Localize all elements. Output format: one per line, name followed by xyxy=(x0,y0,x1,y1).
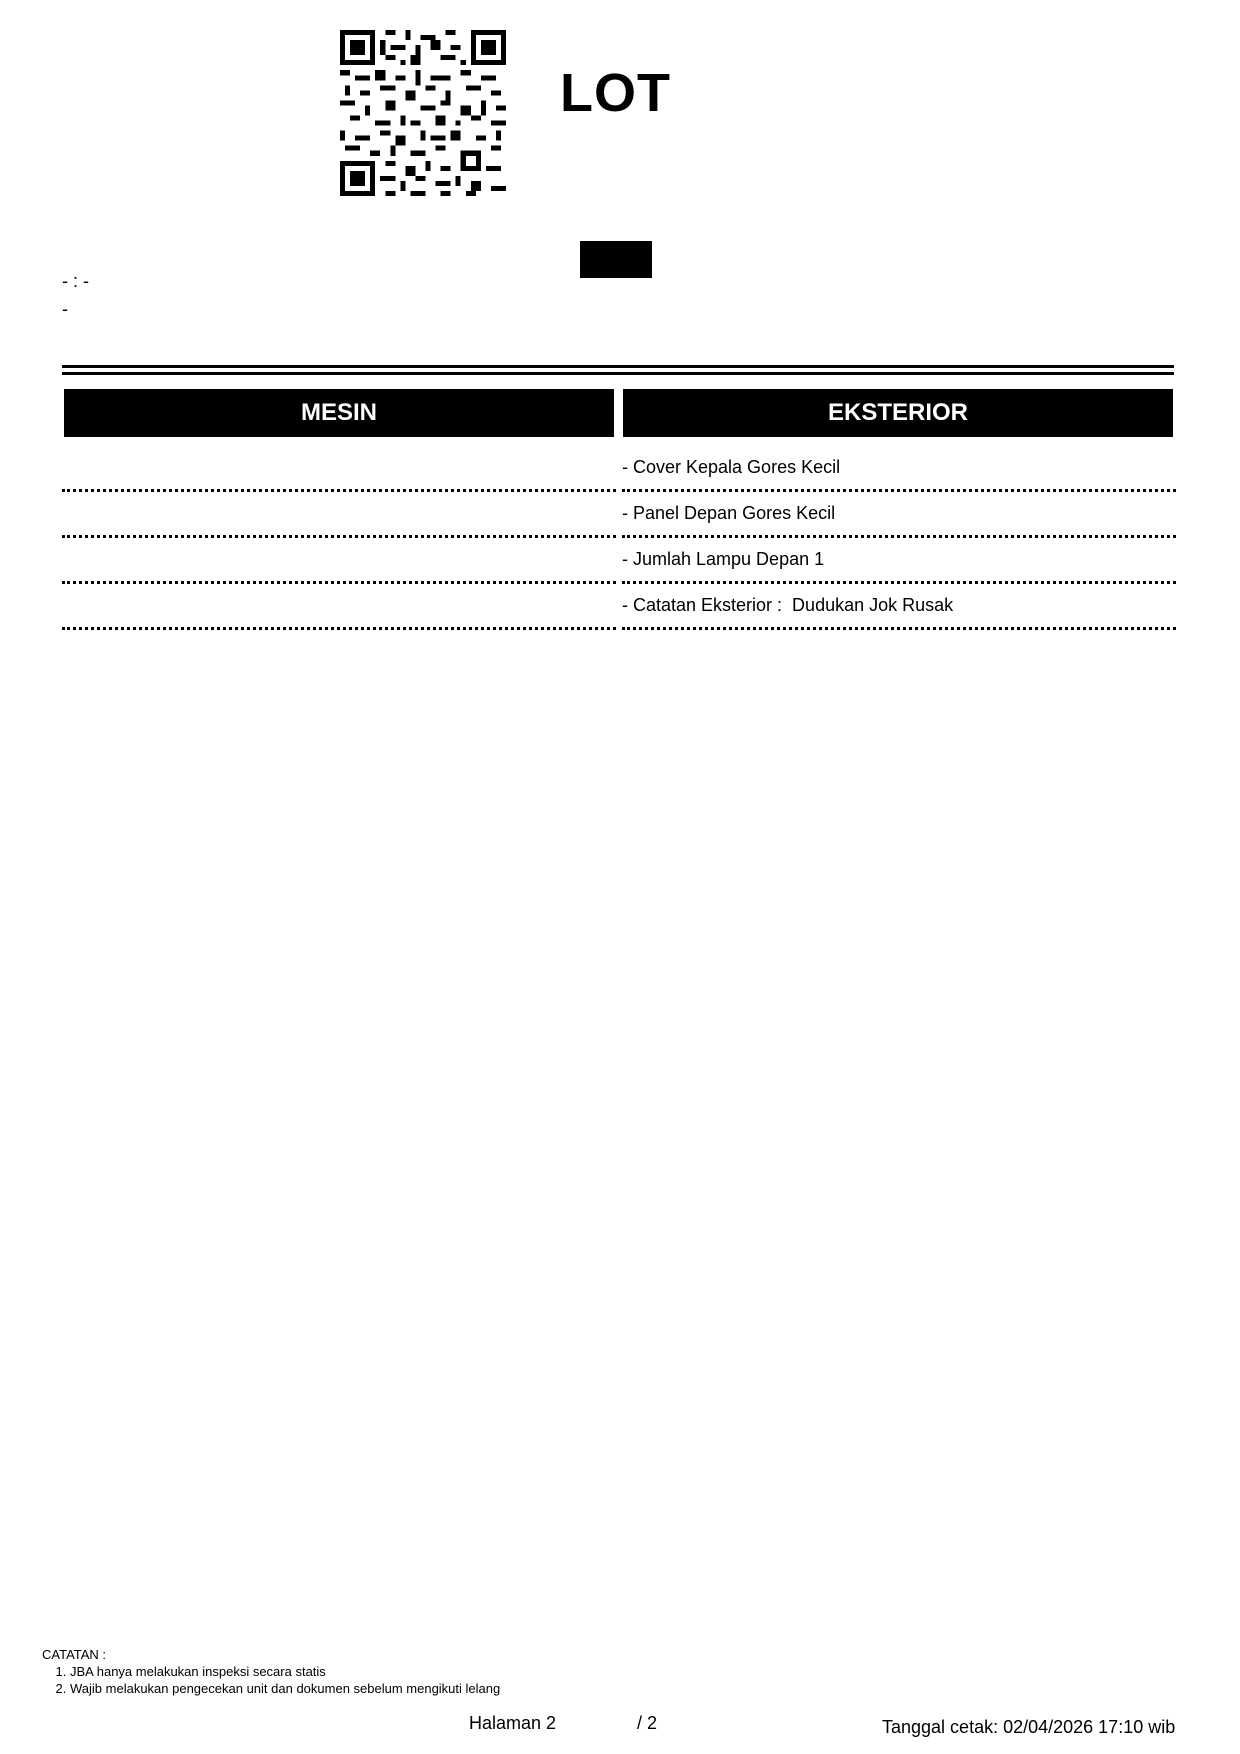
eksterior-text: - Catatan Eksterior : Dudukan Jok Rusak xyxy=(622,595,954,615)
header-divider-top xyxy=(62,365,1174,368)
notes-section xyxy=(42,1646,500,1697)
table-row xyxy=(62,446,1176,492)
print-date: Tanggal cetak: 02/04/2026 17:10 wib xyxy=(882,1717,1176,1737)
eksterior-cell xyxy=(622,538,1176,584)
eksterior-text: - Jumlah Lampu Depan 1 xyxy=(622,549,825,569)
inspection-table xyxy=(62,446,1176,630)
mesin-cell xyxy=(62,446,616,492)
unit-meta-line-1: - : - xyxy=(62,271,89,291)
eksterior-text: - Panel Depan Gores Kecil xyxy=(622,503,836,523)
table-row xyxy=(62,584,1176,630)
mesin-cell xyxy=(62,584,616,630)
eksterior-cell xyxy=(622,584,1176,630)
eksterior-header: EKSTERIOR xyxy=(623,389,1173,437)
page-total: / 2 xyxy=(637,1713,658,1733)
eksterior-cell xyxy=(622,492,1176,538)
table-row xyxy=(62,492,1176,538)
unit-meta-line-2: - xyxy=(62,299,68,319)
eksterior-cell xyxy=(622,446,1176,492)
qr-code xyxy=(340,30,506,196)
note-item: 2. Wajib melakukan pengecekan unit dan dokumen sebelum mengikuti lelang xyxy=(70,1680,500,1697)
mesin-cell xyxy=(62,538,616,584)
lot-title: LOT xyxy=(560,63,671,123)
mesin-cell xyxy=(62,492,616,538)
note-item: 1. JBA hanya melakukan inspeksi secara statis xyxy=(70,1663,500,1680)
eksterior-text: - Cover Kepala Gores Kecil xyxy=(622,457,841,477)
page-number: Halaman 2 xyxy=(469,1713,557,1733)
lot-number-redaction xyxy=(580,241,652,278)
notes-title: CATATAN : xyxy=(42,1647,107,1662)
table-row xyxy=(62,538,1176,584)
header-divider-bottom xyxy=(62,372,1174,375)
mesin-header: MESIN xyxy=(64,389,614,437)
notes-list xyxy=(70,1663,500,1697)
